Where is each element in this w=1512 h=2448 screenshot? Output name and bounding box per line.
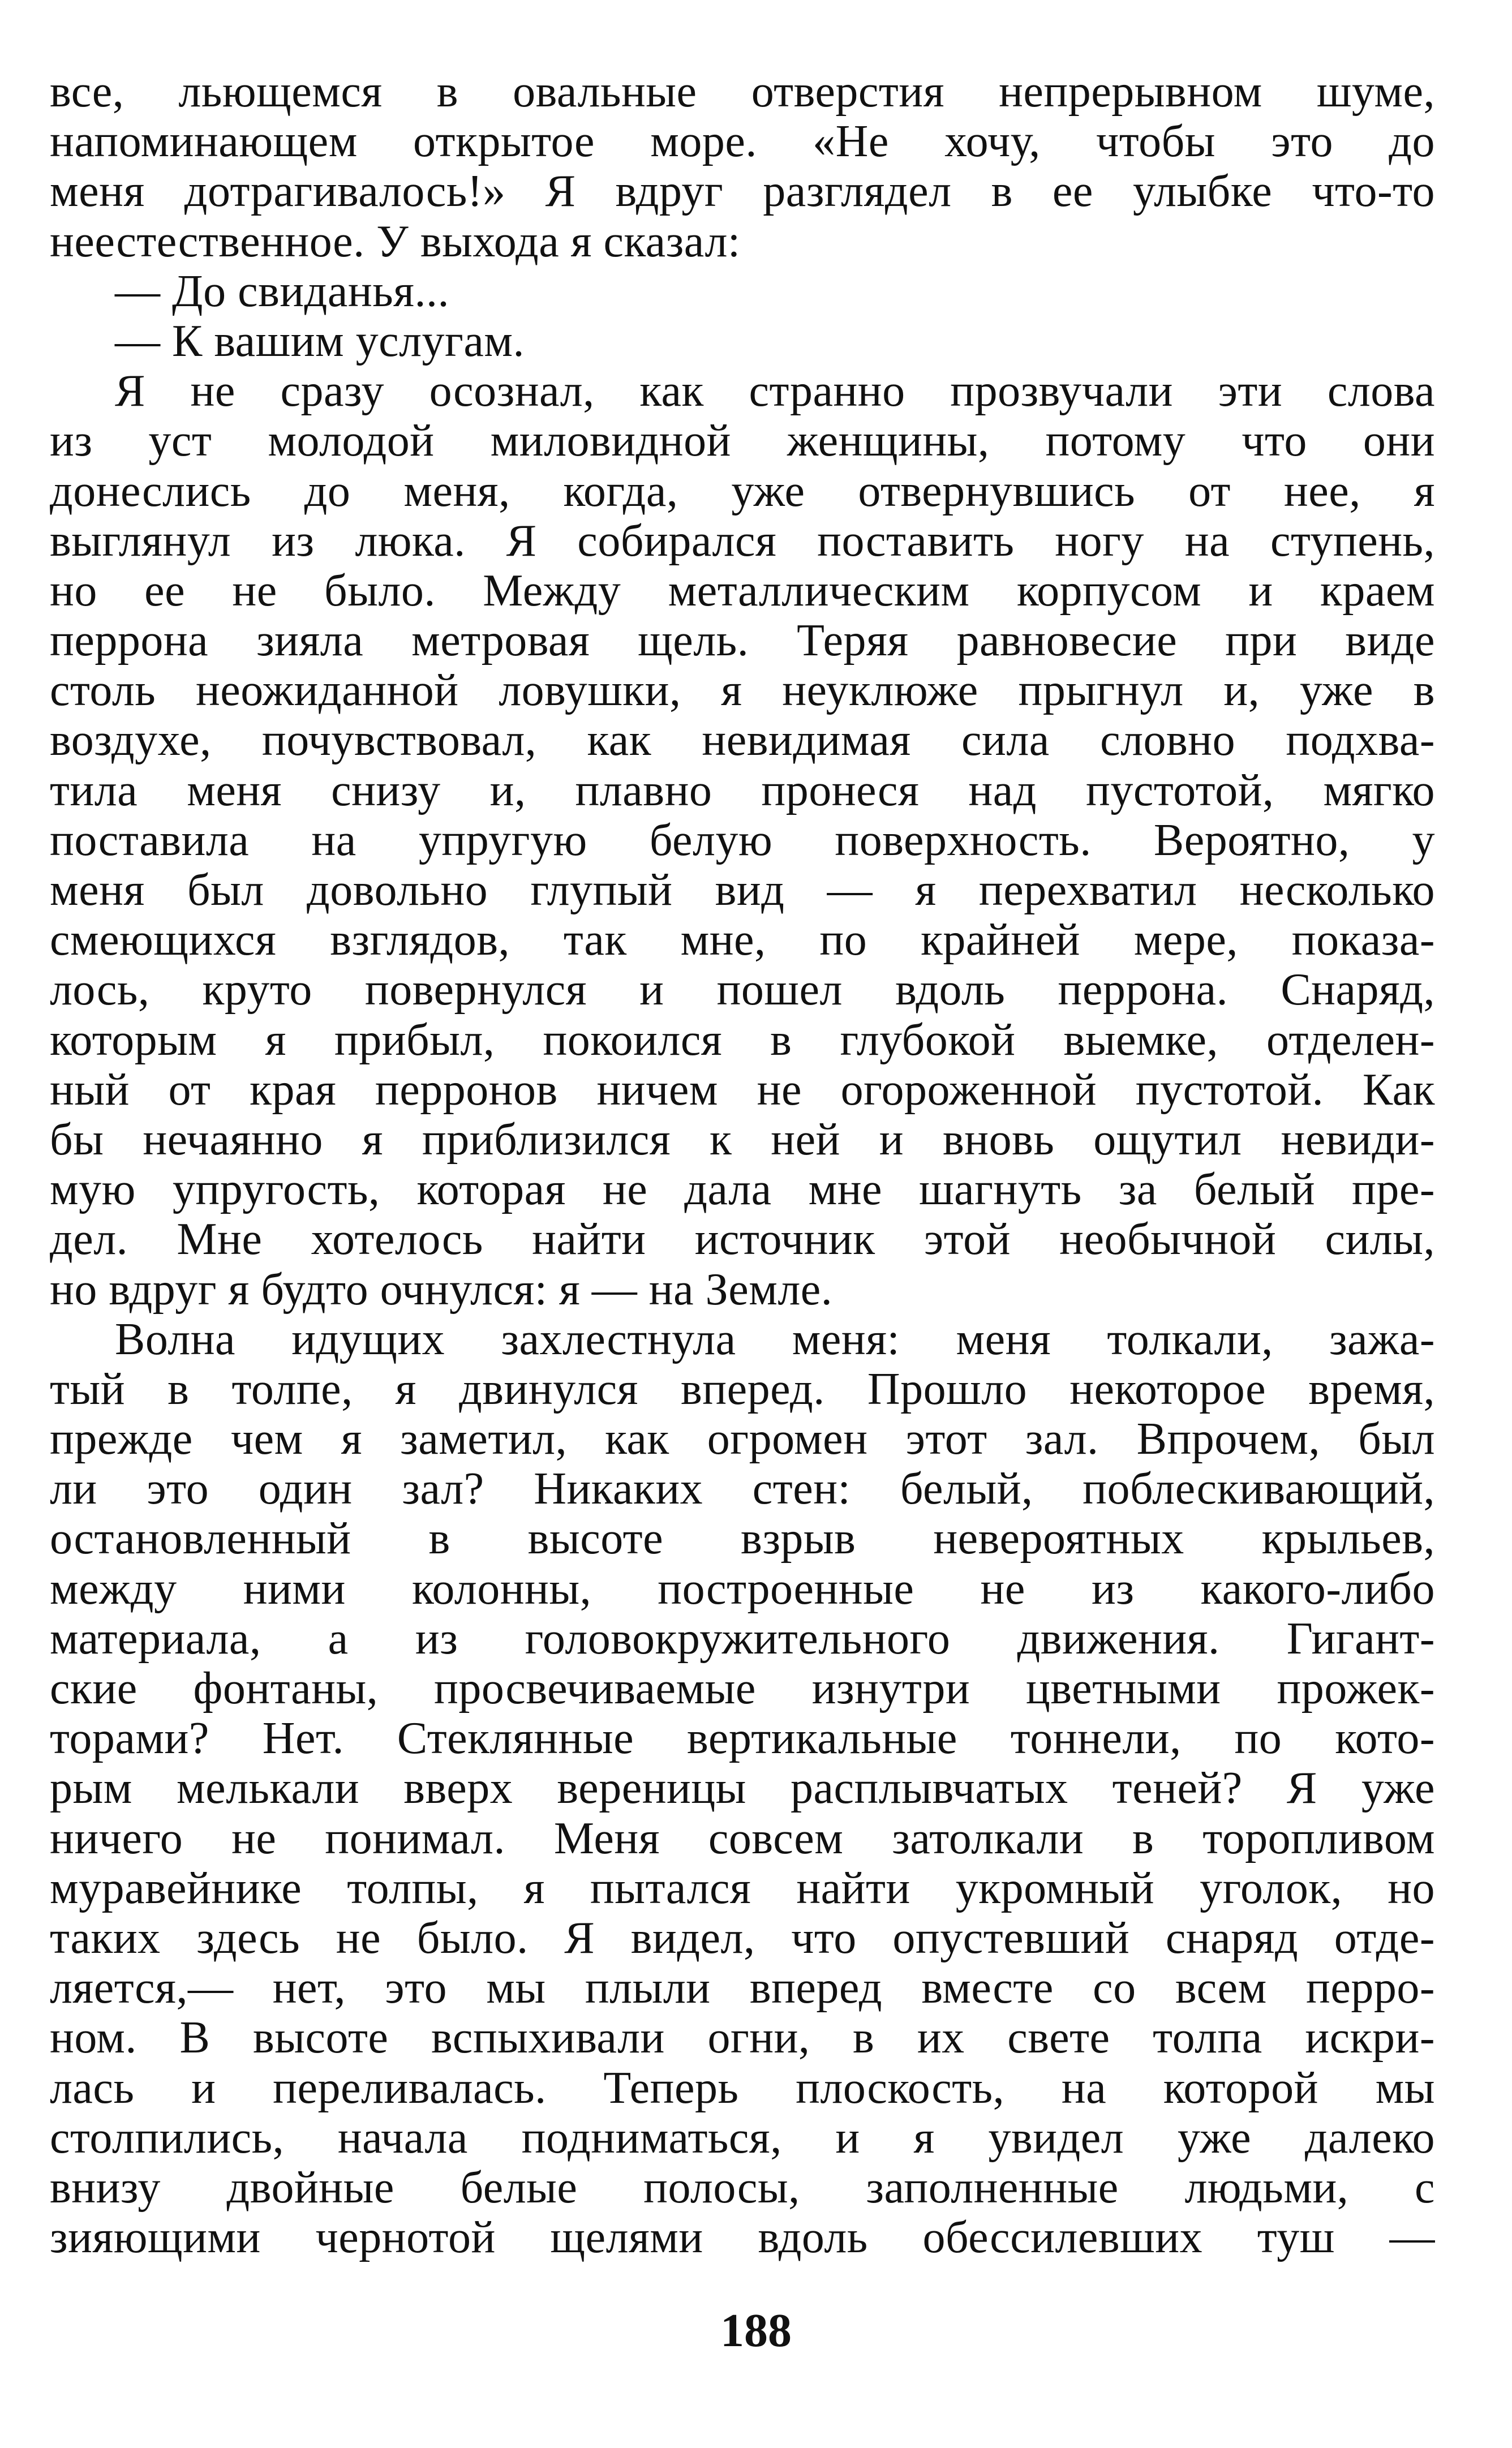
- text-line: рым мелькали вверх вереницы расплывчатых теней? Я уже: [50, 1763, 1435, 1814]
- text-line: напоминающем открытое море. «Не хочу, чтобы это до: [50, 117, 1435, 167]
- book-page-text: [50, 67, 1435, 2262]
- text-line: ный от края перронов ничем не огороженной пустотой. Как: [50, 1064, 1435, 1115]
- text-line: ном. В высоте вспыхивали огни, в их свете толпа искри-: [50, 2013, 1435, 2063]
- text-line: меня был довольно глупый вид — я перехватил несколько: [50, 865, 1435, 915]
- text-line: внизу двойные белые полосы, заполненные людьми, с: [50, 2162, 1435, 2213]
- text-line: лась и переливалась. Теперь плоскость, на которой мы: [50, 2063, 1435, 2113]
- text-line: остановленный в высоте взрыв невероятных крыльев,: [50, 1514, 1435, 1564]
- text-line: меня дотрагивалось!» Я вдруг разглядел в ее улыбке что-то: [50, 166, 1435, 217]
- page-number: 188: [720, 2304, 792, 2357]
- text-line: из уст молодой миловидной женщины, потому что они: [50, 416, 1435, 466]
- text-line: смеющихся взглядов, так мне, по крайней мере, показа-: [50, 915, 1435, 965]
- text-line: но вдруг я будто очнулся: я — на Земле.: [50, 1264, 833, 1315]
- text-line: Я не сразу осознал, как странно прозвучали эти слова: [115, 366, 1435, 416]
- text-line: между ними колонны, построенные не из какого-либо: [50, 1564, 1435, 1614]
- text-line: неестественное. У выхода я сказал:: [50, 216, 741, 267]
- text-line: но ее не было. Между металлическим корпусом и краем: [50, 565, 1435, 616]
- text-line: ские фонтаны, просвечиваемые изнутри цветными прожек-: [50, 1664, 1435, 1713]
- text-line: ничего не понимал. Меня совсем затолкали в торопливом: [50, 1813, 1435, 1863]
- text-line: все, льющемся в овальные отверстия непрерывном шуме,: [50, 67, 1435, 117]
- text-line: торами? Нет. Стеклянные вертикальные тоннели, по кото-: [50, 1713, 1435, 1764]
- text-line: — До свиданья...: [115, 266, 449, 316]
- text-line: перрона зияла метровая щель. Теряя равновесие при виде: [50, 616, 1435, 666]
- text-line: воздухе, почувствовал, как невидимая сила словно подхва-: [50, 715, 1435, 766]
- text-line: прежде чем я заметил, как огромен этот зал. Впрочем, был: [50, 1414, 1435, 1464]
- text-line: которым я прибыл, покоился в глубокой выемке, отделен-: [50, 1015, 1435, 1065]
- text-line: Волна идущих захлестнула меня: меня толкали, зажа-: [115, 1314, 1435, 1364]
- text-line: лось, круто повернулся и пошел вдоль перрона. Снаряд,: [50, 965, 1435, 1015]
- text-line: зияющими чернотой щелями вдоль обессилевших туш —: [50, 2213, 1435, 2263]
- text-line: ляется,— нет, это мы плыли вперед вместе со всем перро-: [50, 1963, 1435, 2013]
- text-line: столь неожиданной ловушки, я неуклюже прыгнул и, уже в: [50, 665, 1435, 716]
- text-line: — К вашим услугам.: [115, 316, 525, 366]
- text-line: мую упругость, которая не дала мне шагнуть за белый пре-: [50, 1165, 1435, 1215]
- text-line: выглянул из люка. Я собирался поставить ногу на ступень,: [50, 516, 1435, 566]
- text-line: муравейнике толпы, я пытался найти укромный уголок, но: [50, 1863, 1435, 1913]
- text-line: донеслись до меня, когда, уже отвернувшись от нее, я: [50, 466, 1435, 516]
- text-line: бы нечаянно я приблизился к ней и вновь ощутил невиди-: [50, 1114, 1435, 1165]
- text-line: тила меня снизу и, плавно пронеся над пустотой, мягко: [50, 765, 1435, 815]
- text-line: столпились, начала подниматься, и я увидел уже далеко: [50, 2112, 1435, 2163]
- text-line: тый в толпе, я двинулся вперед. Прошло некоторое время,: [50, 1364, 1435, 1414]
- text-line: таких здесь не было. Я видел, что опустевший снаряд отде-: [50, 1913, 1435, 1963]
- text-line: дел. Мне хотелось найти источник этой необычной силы,: [50, 1214, 1435, 1265]
- text-line: материала, а из головокружительного движения. Гигант-: [50, 1613, 1435, 1664]
- text-line: поставила на упругую белую поверхность. Вероятно, у: [50, 815, 1435, 865]
- text-line: ли это один зал? Никаких стен: белый, поблескивающий,: [50, 1464, 1435, 1514]
